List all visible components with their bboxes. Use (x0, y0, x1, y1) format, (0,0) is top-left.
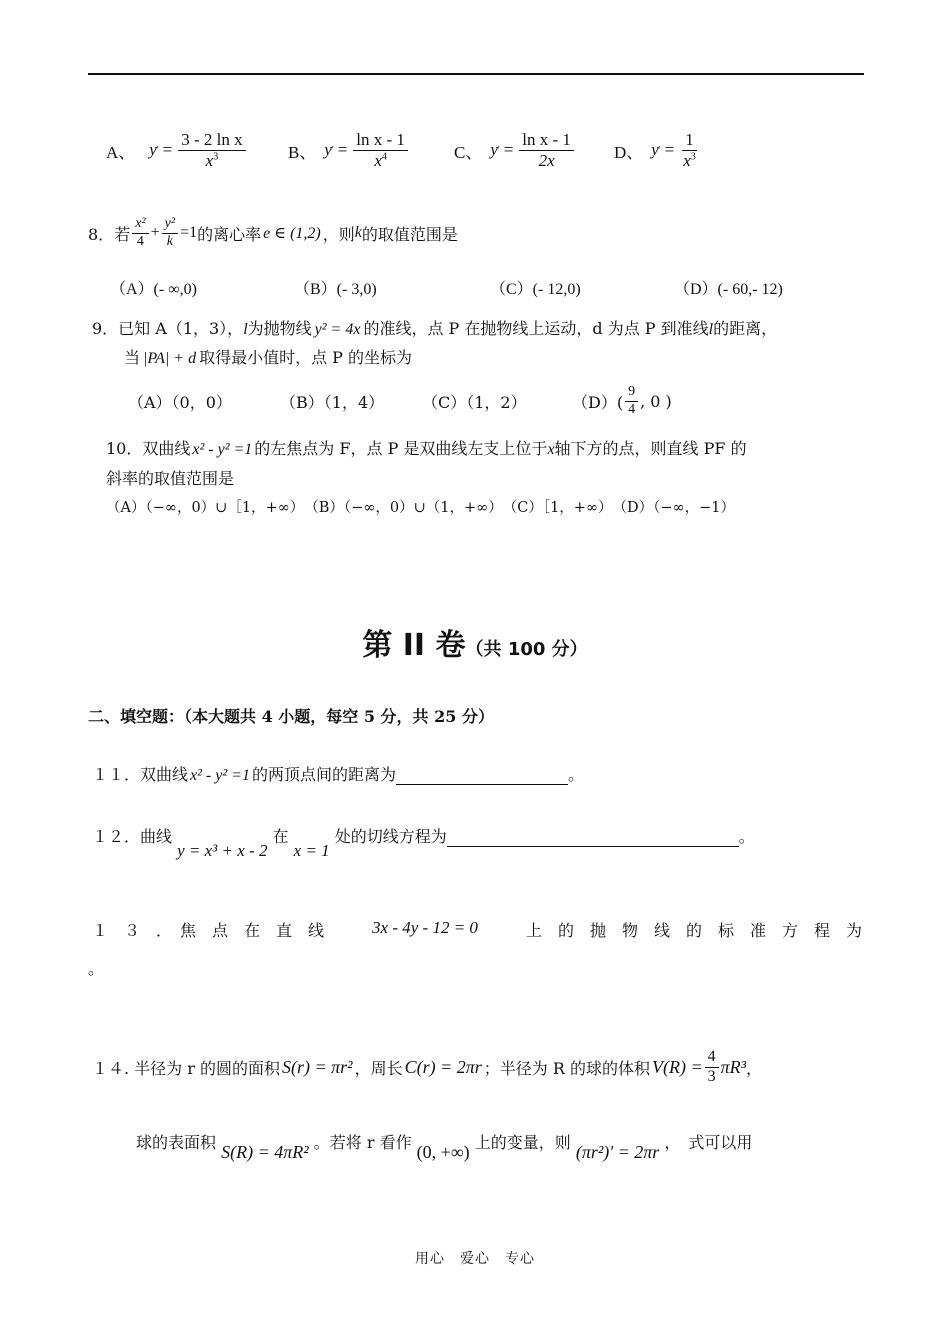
question-14-line2: 球的表面积 S(R) = 4πR² 。若将 r 看作 (0, +∞) 上的变量，则 (πr²)' = 2πr ， 式可以用 (136, 1133, 753, 1162)
question-9-line2: 当 |PA| + d 取得最小值时，点 P 的坐标为 (124, 348, 413, 367)
q8-option-a: （A）(- ∞,0) (110, 281, 197, 298)
question-11: １１．双曲线 x² - y² =1 的两顶点间的距离为 。 (92, 765, 584, 784)
q7-options (106, 122, 701, 178)
q7-option-a: A、 y ' = $\frac{\text{3 - 2 ln x}}{x^3}$ (106, 130, 288, 170)
q7-option-c: C、 y ' = $\frac{\text{ln x - 1}}{2x}$ (454, 130, 614, 170)
question-13-end: 。 (88, 959, 105, 978)
q8-option-d: （D）(- 60,- 12) (674, 281, 783, 298)
question-13: １ ３ ． 焦 点 在 直 线 3x - 4y - 12 = 0 上 的 抛 物 线 的 标 准 方 程 为 (92, 918, 862, 940)
q7-option-d: D、 y ' = $\frac{1}{x^3}$ (614, 130, 701, 170)
question-14-line1: １４. 半径为 r 的圆的面积 S(r) = πr² ，周长 C(r) = 2πr ；半径为 R 的球的体积 V(R) = $\frac{4}{3}$ πR³ ， (92, 1048, 763, 1085)
question-10-line2: 斜率的取值范围是 (106, 469, 235, 488)
section-title-sub: （共 100 分） (465, 639, 588, 660)
q10-options: （A）（−∞，0）∪［1，+∞） （B）（−∞，0）∪（1，+∞） （C）［1，+∞） （D）（−∞，−1） (106, 500, 736, 516)
q8-frac-y: $\frac{\text{y²}}{k}$ (162, 216, 178, 249)
question-10-line1: 10．双曲线 x² - y² =1 的左焦点为 F，点 P 是双曲线左支上位于x轴下方的点，则直线 PF 的 (106, 439, 747, 458)
q7-option-b: B、 y ' = $\frac{\text{ln x - 1}}{x^4}$ (288, 130, 454, 170)
section-heading: 二、填空题：（本大题共 4 小题，每空 5 分，共 25 分） (88, 707, 494, 726)
question-12: １２．曲线 y = x³ + x - 2 在 x = 1 处的切线方程为 。 (92, 827, 755, 860)
q8-options (110, 276, 783, 299)
q9-option-a: （A）（0，0） (128, 392, 232, 412)
q8-option-b: （B）(- 3,0) (294, 281, 377, 298)
q7-d-fraction: $\frac{1}{x^3}$ (683, 129, 696, 170)
q9-option-d: （D）( $\frac{9}{4}$ , 0 ) (572, 384, 672, 417)
q8-option-c: （C）(- 12,0) (490, 281, 581, 298)
question-9-line1: 9．已知 A（1，3），l为抛物线 y² = 4x 的准线，点 P 在抛物线上运动，d 为点 P 到准线l的距离， (92, 319, 778, 338)
section-title (0, 620, 950, 664)
q9-options (128, 378, 672, 424)
q8-frac-x: $\frac{\text{x²}}{4}$ (132, 216, 148, 249)
q7-c-fraction: $\frac{\text{ln x - 1}}{2x}$ (519, 130, 574, 170)
question-8: 8． 若 $\frac{\text{x²}}{4}$ + $\frac{\text{y²}}{k}$ =1 的离心率 e ∈ (1,2) ，则 k 的取值范围是 (88, 216, 458, 249)
header-rule (88, 73, 864, 75)
q11-answer-blank[interactable] (396, 766, 568, 785)
page-footer: 用心 爱心 专心 (415, 1251, 535, 1267)
q9-option-c: （C）（1，2） (422, 392, 527, 412)
q12-answer-blank[interactable] (447, 828, 739, 847)
q9-option-b: （B）（1，4） (280, 392, 385, 412)
section-title-main: 第 II 卷 (362, 628, 466, 663)
q7-b-fraction: $\frac{\text{ln x - 1}}{x^4}$ (353, 130, 408, 170)
q7-a-fraction: $\frac{\text{3 - 2 ln x}}{x^3}$ (178, 130, 245, 170)
